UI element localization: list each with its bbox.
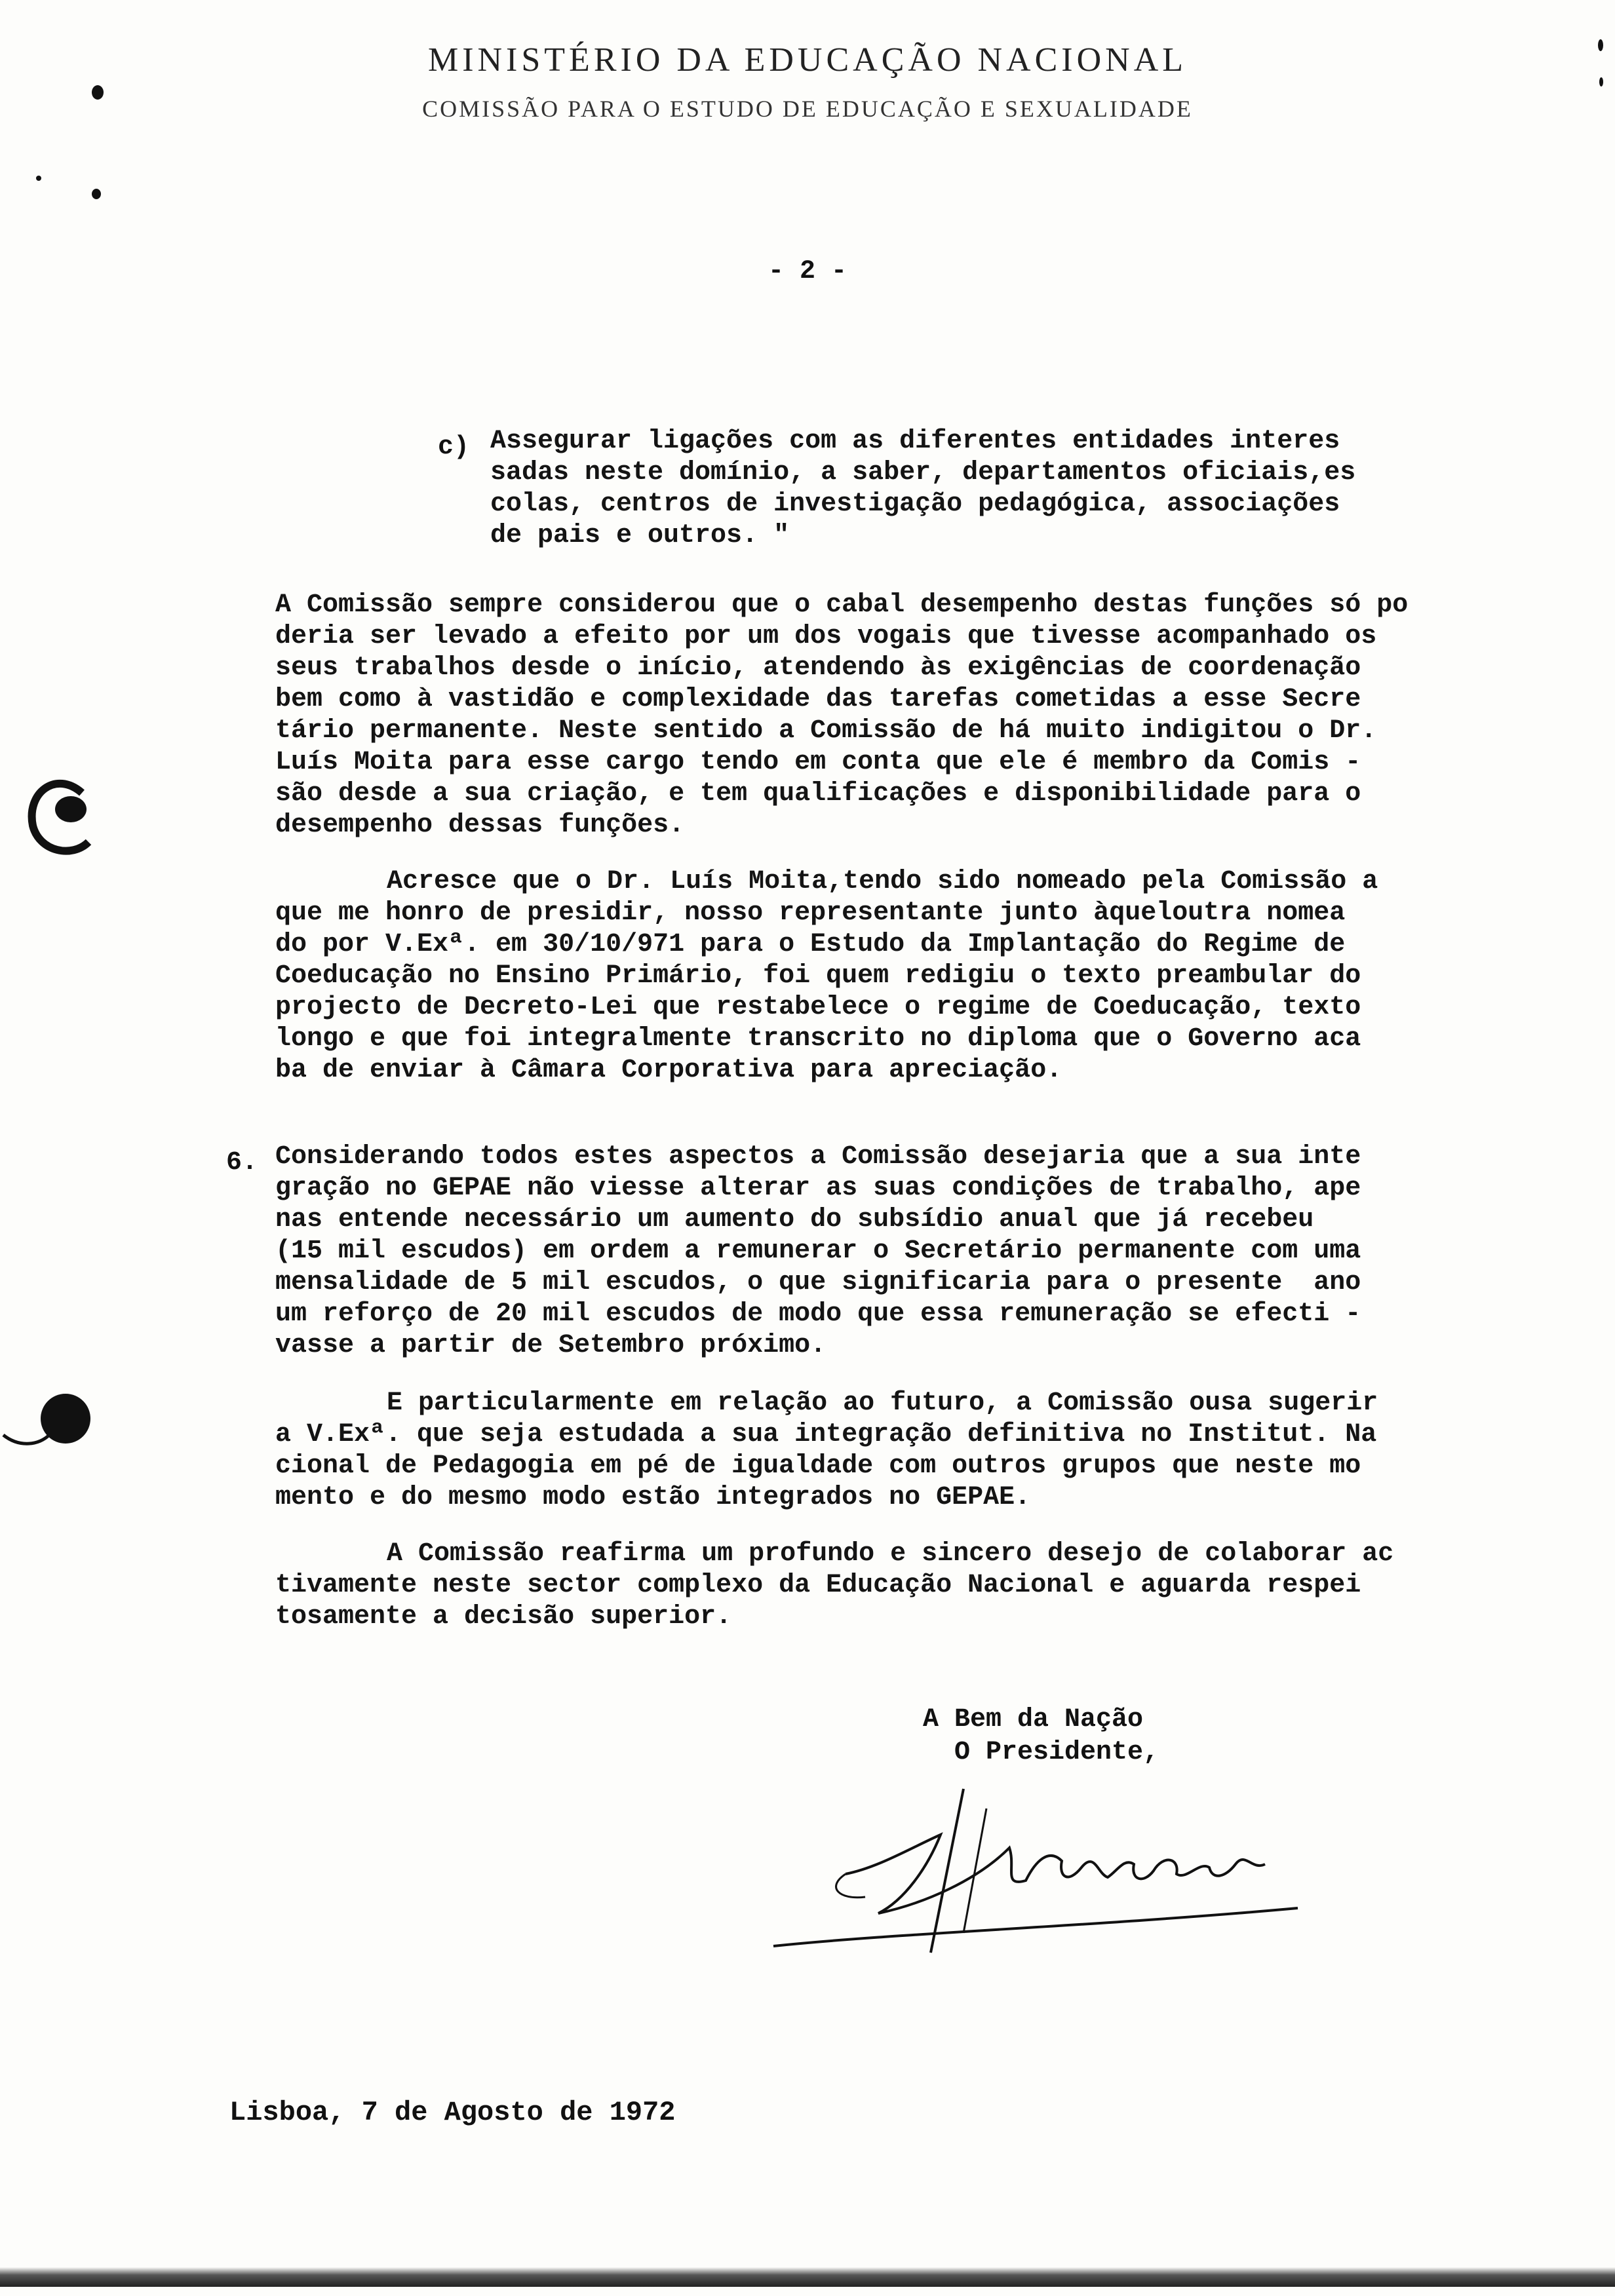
item-6-line: (15 mil escudos) em ordem a remunerar o Secretário permanente com uma — [275, 1236, 1361, 1266]
paragraph-line: A Comissão sempre considerou que o cabal desempenho destas funções só po — [275, 590, 1409, 620]
paragraph-line: mento e do mesmo modo estão integrados no GEPAE. — [275, 1483, 1031, 1512]
item-6-marker: 6. — [226, 1148, 258, 1177]
letterhead-ministry: MINISTÉRIO DA EDUCAÇÃO NACIONAL — [427, 41, 1188, 79]
item-6-line: vasse a partir de Setembro próximo. — [275, 1331, 827, 1360]
item-c-line: de pais e outros. " — [490, 521, 790, 550]
handwritten-signature — [767, 1736, 1304, 1972]
paragraph-line: Acresce que o Dr. Luís Moita,tendo sido nomeado pela Comissão a — [387, 867, 1378, 896]
paragraph-line: Coeducação no Ensino Primário, foi quem redigiu o texto preambular do — [275, 961, 1361, 991]
scan-edge-bar — [0, 2267, 1615, 2287]
paragraph-line: a V.Exª. que seja estudada a sua integração definitiva no Institut. Na — [275, 1420, 1377, 1449]
punch-mark — [36, 176, 41, 181]
punch-mark — [1599, 77, 1603, 86]
item-c-line: colas, centros de investigação pedagógica, associações — [490, 489, 1340, 519]
item-c-marker: c) — [438, 432, 470, 462]
paragraph-line: bem como à vastidão e complexidade das tarefas cometidas a esse Secre — [275, 685, 1361, 714]
date-line: Lisboa, 7 de Agosto de 1972 — [229, 2097, 676, 2128]
item-6-line: gração no GEPAE não viesse alterar as suas condições de trabalho, ape — [275, 1174, 1361, 1203]
paragraph-line: E particularmente em relação ao futuro, a Comissão ousa sugerir — [387, 1388, 1378, 1418]
item-6-line: um reforço de 20 mil escudos de modo que essa remuneração se efecti - — [275, 1299, 1361, 1329]
punch-mark — [92, 189, 101, 199]
item-6-line: Considerando todos estes aspectos a Comissão desejaria que a sua inte — [275, 1142, 1361, 1172]
paragraph-line: cional de Pedagogia em pé de igualdade com outros grupos que neste mo — [275, 1451, 1361, 1481]
paragraph-line: A Comissão reafirma um profundo e sincero desejo de colaborar ac — [387, 1539, 1394, 1569]
item-c-line: Assegurar ligações com as diferentes entidades interes — [490, 427, 1340, 456]
paragraph-line: longo e que foi integralmente transcrito no diploma que o Governo aca — [275, 1024, 1361, 1054]
item-6-line: nas entende necessário um aumento do subsídio anual que já recebeu — [275, 1205, 1314, 1234]
paragraph-line: deria ser levado a efeito por um dos vogais que tivesse acompanhado os — [275, 622, 1377, 651]
paragraph-line: que me honro de presidir, nosso representante junto àqueloutra nomea — [275, 898, 1346, 928]
paragraph-line: tosamente a decisão superior. — [275, 1602, 732, 1632]
binder-hole-mark — [0, 1383, 98, 1461]
closing-line-2: O Presidente, — [954, 1738, 1159, 1767]
paragraph-line: Luís Moita para esse cargo tendo em conta que ele é membro da Comis - — [275, 748, 1361, 777]
paragraph-line: tivamente neste sector complexo da Educação Nacional e aguarda respei — [275, 1571, 1361, 1600]
punch-mark — [1598, 39, 1603, 51]
paragraph-line: ba de enviar à Câmara Corporativa para apreciação. — [275, 1056, 1062, 1085]
paragraph-line: tário permanente. Neste sentido a Comissão de há muito indigitou o Dr. — [275, 716, 1377, 746]
paragraph-line: projecto de Decreto-Lei que restabelece o regime de Coeducação, texto — [275, 993, 1361, 1022]
paragraph-line: seus trabalhos desde o início, atendendo às exigências de coordenação — [275, 653, 1361, 683]
paragraph-line: são desde a sua criação, e tem qualificações e disponibilidade para o — [275, 779, 1361, 809]
page-number: - 2 - — [768, 257, 847, 286]
letterhead-commission: COMISSÃO PARA O ESTUDO DE EDUCAÇÃO E SEXUALIDADE — [422, 96, 1193, 122]
closing-line-1: A Bem da Nação — [923, 1705, 1144, 1734]
punch-mark — [92, 85, 104, 100]
item-6-line: mensalidade de 5 mil escudos, o que significaria para o presente ano — [275, 1268, 1361, 1297]
paragraph-line: do por V.Exª. em 30/10/971 para o Estudo da Implantação do Regime de — [275, 930, 1346, 959]
paragraph-line: desempenho dessas funções. — [275, 811, 685, 840]
binder-hole-mark — [20, 767, 98, 865]
item-c-line: sadas neste domínio, a saber, departamentos oficiais,es — [490, 458, 1356, 488]
